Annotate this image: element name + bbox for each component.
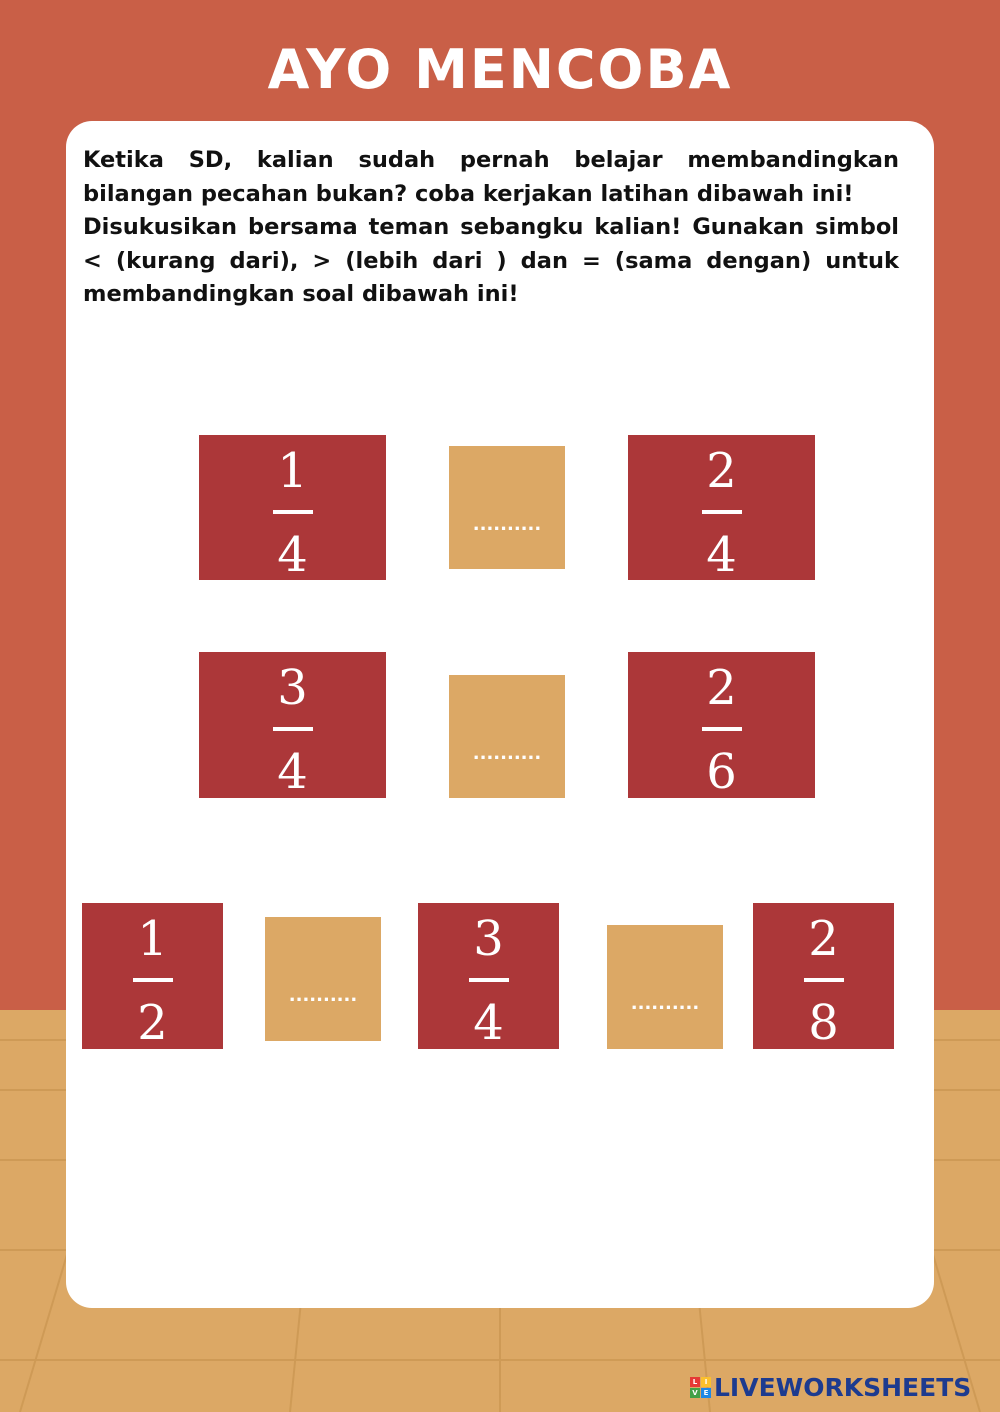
logo-letter: E xyxy=(701,1388,711,1398)
fraction-denominator: 4 xyxy=(277,744,308,800)
instructions xyxy=(83,144,899,312)
answer-placeholder: .......... xyxy=(630,993,700,1014)
answer-input[interactable] xyxy=(449,446,565,569)
fraction-box xyxy=(418,903,559,1049)
logo-letter: I xyxy=(701,1377,711,1387)
fraction xyxy=(199,652,386,798)
fraction xyxy=(753,903,894,1049)
logo-letter: V xyxy=(690,1388,700,1398)
fraction-denominator: 4 xyxy=(277,527,308,583)
instruction-paragraph-2: Disukusikan bersama teman sebangku kalian! Gunakan simbol < (kurang dari), > (lebih dari ) dan = (sama dengan) untuk membandingkan soal dibawah ini! xyxy=(83,214,899,307)
fraction-denominator: 8 xyxy=(808,995,839,1051)
answer-input[interactable] xyxy=(607,925,723,1049)
answer-input[interactable] xyxy=(265,917,381,1041)
answer-input[interactable] xyxy=(449,675,565,798)
answer-placeholder: .......... xyxy=(472,514,542,535)
fraction-bar xyxy=(702,510,742,514)
fraction-bar xyxy=(273,727,313,731)
fraction-numerator: 1 xyxy=(137,911,168,967)
fraction-bar xyxy=(702,727,742,731)
fraction-bar xyxy=(133,978,173,982)
liveworksheets-logo-icon xyxy=(690,1377,711,1398)
fraction-denominator: 4 xyxy=(706,527,737,583)
fraction-denominator: 2 xyxy=(137,995,168,1051)
fraction-box xyxy=(199,652,386,798)
fraction-numerator: 2 xyxy=(808,911,839,967)
instruction-paragraph-1: Ketika SD, kalian sudah pernah belajar membandingkan bilangan pecahan bukan? coba kerjakan latihan dibawah ini! xyxy=(83,147,899,207)
fraction-denominator: 6 xyxy=(706,744,737,800)
fraction-bar xyxy=(273,510,313,514)
logo-letter: L xyxy=(690,1377,700,1387)
fraction-bar xyxy=(469,978,509,982)
fraction-numerator: 2 xyxy=(706,443,737,499)
fraction-box xyxy=(82,903,223,1049)
answer-placeholder: .......... xyxy=(288,985,358,1006)
fraction-numerator: 2 xyxy=(706,660,737,716)
fraction-numerator: 3 xyxy=(277,660,308,716)
fraction xyxy=(418,903,559,1049)
fraction-box xyxy=(628,652,815,798)
fraction-numerator: 1 xyxy=(277,443,308,499)
fraction xyxy=(628,435,815,583)
brand-name: LIVEWORKSHEETS xyxy=(714,1372,972,1402)
fraction-numerator: 3 xyxy=(473,911,504,967)
fraction-box xyxy=(199,435,386,583)
fraction-denominator: 4 xyxy=(473,995,504,1051)
fraction xyxy=(199,435,386,583)
fraction-box xyxy=(753,903,894,1049)
fraction xyxy=(628,652,815,798)
answer-placeholder: .......... xyxy=(472,743,542,764)
fraction-box xyxy=(628,435,815,583)
liveworksheets-brand[interactable] xyxy=(690,1370,971,1404)
fraction-bar xyxy=(804,978,844,982)
page-title: AYO MENCOBA xyxy=(267,38,733,101)
fraction xyxy=(82,903,223,1049)
